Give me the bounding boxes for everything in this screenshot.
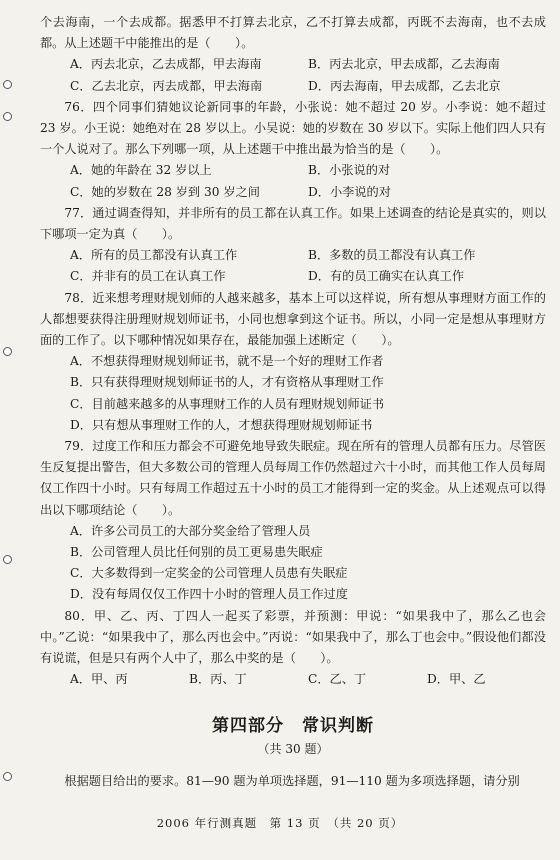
binding-hole — [3, 772, 12, 781]
question-77-stem: 77．通过调查得知，并非所有的员工都在认真工作。如果上述调查的结论是真实的，则以下哪项一定为真（ ）。 — [40, 205, 546, 242]
question-79-stem: 79．过度工作和压力都会不可避免地导致失眠症。现在所有的管理人员都有压力。尽管医生反复提出警告，但大多数公司的管理人员每周工作仍然超过六十小时，而其他工作人员每周仅工作四十小时。只有每周工作超过五十小时的员工才能得到一定的奖金。从上述观点可以得出以下哪项结论（ ）。 — [40, 439, 546, 517]
option-b: B．只有获得理财规划师证书的人，才有资格从事理财工作 — [70, 375, 384, 390]
question-80-options — [40, 669, 546, 690]
option-b: B．多数的员工都没有认真工作 — [308, 248, 476, 263]
option-a: A．许多公司员工的大部分奖金给了管理人员 — [70, 523, 311, 538]
section-title: 第四部分 常识判断 — [212, 715, 374, 736]
option-b: B．丙、丁 — [189, 672, 247, 687]
question-80-stem: 80．甲、乙、丙、丁四人一起买了彩票，并预测：甲说：“如果我中了，那么乙也会中。”乙说：“如果我中了，那么丙也会中。”丙说：“如果我中了，那么丁也会中。”假设他们都没有说谎，但是只有两个人中了，那么中奖的是（ ）。 — [40, 608, 546, 666]
binding-hole — [3, 112, 12, 121]
option-d: D．有的员工确实在认真工作 — [308, 269, 465, 284]
option-a: A．甲、丙 — [70, 672, 128, 687]
option-b: B．小张说的对 — [308, 163, 391, 178]
option-b: B．丙去北京，甲去成都，乙去海南 — [308, 57, 500, 72]
option-a: A．丙去北京，乙去成都，甲去海南 — [70, 57, 262, 72]
option-d: D．小李说的对 — [308, 184, 391, 199]
option-d: D．丙去海南，甲去成都，乙去北京 — [308, 78, 501, 93]
question-77-options — [40, 245, 546, 287]
option-a: A．不想获得理财规划师证书，就不是一个好的理财工作者 — [70, 354, 384, 369]
option-c: C．目前越来越多的从事理财工作的人员有理财规划师证书 — [70, 396, 385, 411]
section-instruction: 根据题目给出的要求。81—90 题为单项选择题，91—110 题为多项选择题，请分别 — [64, 773, 520, 788]
binding-hole — [3, 80, 12, 89]
option-a: A．所有的员工都没有认真工作 — [70, 248, 238, 263]
option-a: A．她的年龄在 32 岁以上 — [70, 163, 212, 178]
option-c: C．并非有的员工在认真工作 — [70, 269, 226, 284]
question-78-stem: 78．近来想考理财规划师的人越来越多，基本上可以这样说，所有想从事理财方面工作的人都想要获得注册理财规划师证书，小同也想拿到这个证书。所以，小同一定是想从事理财方面的工作了。以下哪种情况如果存在，最能加强上述断定（ ）。 — [40, 290, 546, 348]
page-footer: 2006 年行测真题 第 13 页 （共 20 页） — [156, 816, 404, 830]
option-d: D．只有想从事理财工作的人，才想获得理财规划师证书 — [70, 417, 373, 432]
page-content — [40, 12, 546, 792]
question-75-continuation: 个去海南，一个去成都。据悉甲不打算去北京，乙不打算去成都，丙既不去海南，也不去成都。从上述题干中能推出的是（ ）。 — [40, 15, 546, 51]
section-subtitle: （共 30 题） — [257, 741, 329, 756]
option-c: C．乙、丁 — [308, 672, 367, 687]
binding-hole — [3, 347, 12, 356]
question-76-options — [40, 160, 546, 202]
option-d: D．甲、乙 — [427, 672, 486, 687]
binding-holes — [0, 0, 14, 860]
option-d: D．没有每周仅仅工作四十小时的管理人员工作过度 — [70, 587, 348, 602]
binding-hole — [3, 555, 12, 564]
question-76-stem: 76．四个同事们猜她议论新同事的年龄，小张说：她不超过 20 岁。小李说：她不超过 23 岁。小王说：她绝对在 28 岁以上。小吴说：她的岁数在 30 岁以下。实际上他们四人只有一个人说对了。那么下列哪一项，从上述题干中推出最为恰当的是（ ）。 — [40, 99, 546, 157]
option-c: C．乙去北京，丙去成都，甲去海南 — [70, 78, 263, 93]
option-c: C．她的岁数在 28 岁到 30 岁之间 — [70, 184, 260, 199]
option-c: C．大多数得到一定奖金的公司管理人员患有失眠症 — [70, 566, 348, 581]
question-75-options — [40, 54, 546, 96]
option-b: B．公司管理人员比任何别的员工更易患失眠症 — [70, 545, 323, 560]
